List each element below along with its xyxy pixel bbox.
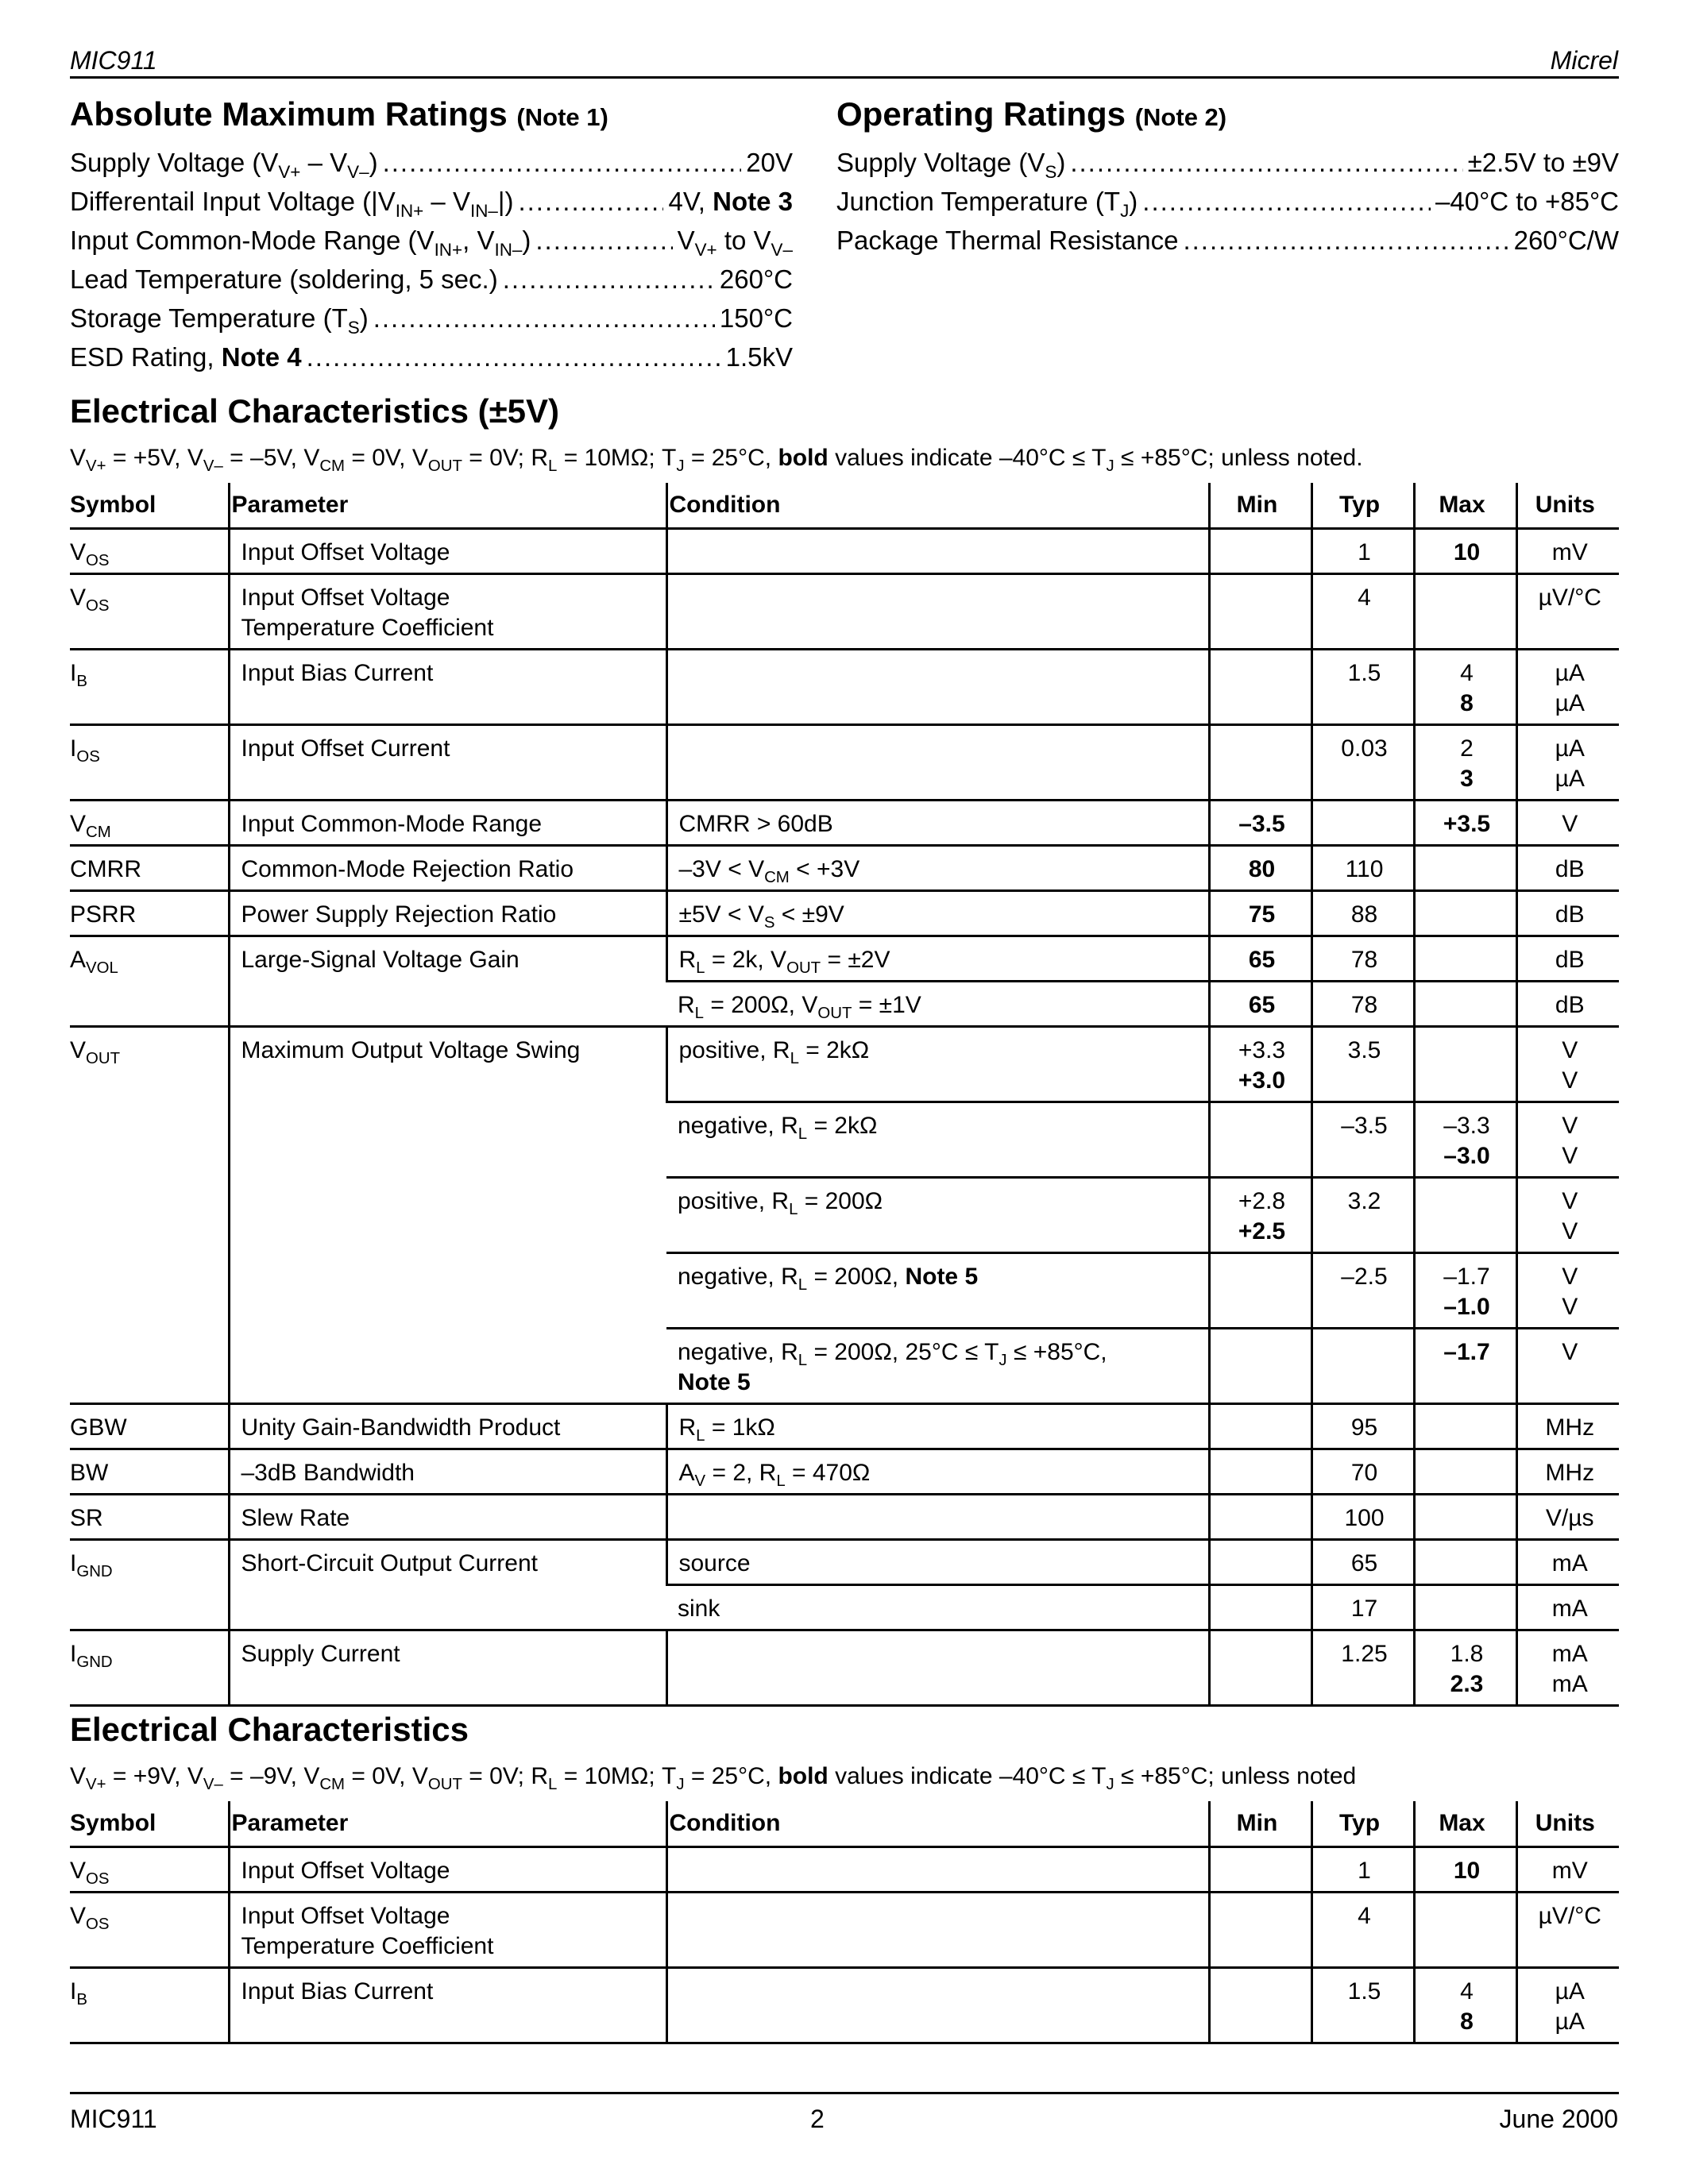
- max-cell: [1414, 891, 1516, 936]
- condition-cell: $R_L = 1k\Omega$: [666, 1404, 1209, 1449]
- min-cell: [1209, 650, 1311, 725]
- min-cell: [1209, 1893, 1311, 1968]
- typ-cell: 1.5: [1311, 650, 1414, 725]
- units-cell: V: [1516, 801, 1619, 846]
- typ-cell: 70: [1311, 1449, 1414, 1495]
- table-row: [70, 1027, 1619, 1102]
- op-rating-item: [836, 187, 1619, 221]
- min-cell: [1209, 574, 1311, 650]
- symbol-cell: $V_{OS}$: [70, 1847, 229, 1893]
- min-cell: [1209, 1968, 1311, 2043]
- dot-leader: [1142, 187, 1431, 217]
- table-row: [70, 1893, 1619, 1968]
- min-cell: [1209, 725, 1311, 801]
- max-cell: [1414, 846, 1516, 891]
- op-rating-value: 260°C/W: [1513, 226, 1619, 255]
- abs-max-item: [70, 148, 793, 182]
- max-cell: [1414, 1495, 1516, 1540]
- units-cell: mA: [1516, 1585, 1619, 1630]
- page-header-right: Micrel: [1550, 46, 1618, 75]
- units-cell: dB: [1516, 936, 1619, 982]
- condition-cell: $R_L = 200\Omega$, $V_{OUT} = \pm 1V$: [666, 982, 1209, 1027]
- table-row: [70, 1449, 1619, 1495]
- ec2-col-condition: Condition: [666, 1801, 1209, 1847]
- min-cell: [1209, 1329, 1311, 1404]
- condition-cell: negative, $R_L = 200\Omega$, $25^\circ C \le T_J \le +85^\circ C$, Note 5: [666, 1329, 1209, 1404]
- max-cell: 10: [1414, 529, 1516, 574]
- max-cell: –1.7: [1414, 1329, 1516, 1404]
- parameter-cell: Input Offset Voltage: [229, 529, 666, 574]
- typ-cell: 100: [1311, 1495, 1414, 1540]
- parameter-cell: Slew Rate: [229, 1495, 666, 1540]
- table-row: [70, 846, 1619, 891]
- typ-cell: 3.5: [1311, 1027, 1414, 1102]
- max-cell: [1414, 1027, 1516, 1102]
- ec2-conditions: $V_{V+} = +9V$, $V_{V-} = -9V$, $V_{CM} = 0V$, $V_{OUT} = 0V$; $R_L = 10M\Omega$; $T_J = 25^\circ C$, bold values indicate $-40^\circ C \le T_J \le +85^\circ C$; unless noted: [70, 1763, 1357, 1794]
- min-cell: [1209, 529, 1311, 574]
- condition-cell: $R_L = 2k$, $V_{OUT} = \pm 2V$: [666, 936, 1209, 982]
- ec1-heading: Electrical Characteristics (±5V): [70, 392, 560, 430]
- table-row: [70, 891, 1619, 936]
- min-cell: –3.5: [1209, 801, 1311, 846]
- ec1-col-condition: Condition: [666, 483, 1209, 529]
- condition-cell: [666, 1495, 1209, 1540]
- max-cell: 4 8: [1414, 650, 1516, 725]
- ec2-col-parameter: Parameter: [229, 1801, 666, 1847]
- dot-leader: [1183, 226, 1508, 256]
- dot-leader: [373, 303, 715, 334]
- page-header-left: MIC911: [70, 46, 157, 75]
- max-cell: 10: [1414, 1847, 1516, 1893]
- units-cell: V V: [1516, 1178, 1619, 1253]
- typ-cell: 1: [1311, 1847, 1414, 1893]
- parameter-cell: Common-Mode Rejection Ratio: [229, 846, 666, 891]
- min-cell: [1209, 1630, 1311, 1706]
- table-row: [70, 801, 1619, 846]
- typ-cell: –2.5: [1311, 1253, 1414, 1329]
- typ-cell: 4: [1311, 574, 1414, 650]
- max-cell: +3.5: [1414, 801, 1516, 846]
- parameter-cell: Power Supply Rejection Ratio: [229, 891, 666, 936]
- min-cell: +3.3 +3.0: [1209, 1027, 1311, 1102]
- units-cell: dB: [1516, 982, 1619, 1027]
- ec1-col-parameter: Parameter: [229, 483, 666, 529]
- abs-max-label: Differentail Input Voltage $(|V_{IN+} - V_{IN-}|)$: [70, 187, 514, 221]
- typ-cell: 65: [1311, 1540, 1414, 1585]
- typ-cell: 3.2: [1311, 1178, 1414, 1253]
- table-row: [70, 529, 1619, 574]
- op-rating-label: Supply Voltage $(V_S)$: [836, 148, 1066, 182]
- min-cell: 80: [1209, 846, 1311, 891]
- symbol-cell: $V_{OS}$: [70, 529, 229, 574]
- parameter-cell: Input Bias Current: [229, 650, 666, 725]
- abs-max-item: [70, 187, 793, 221]
- max-cell: [1414, 1449, 1516, 1495]
- condition-cell: [666, 1630, 1209, 1706]
- units-cell: µA µA: [1516, 725, 1619, 801]
- min-cell: [1209, 1540, 1311, 1585]
- abs-max-label: Lead Temperature (soldering, 5 sec.): [70, 264, 498, 294]
- symbol-cell: PSRR: [70, 891, 229, 936]
- abs-max-label: Supply Voltage $(V_{V+} - V_{V-})$: [70, 148, 378, 182]
- parameter-cell: Maximum Output Voltage Swing: [229, 1027, 666, 1404]
- max-cell: [1414, 982, 1516, 1027]
- units-cell: mA mA: [1516, 1630, 1619, 1706]
- symbol-cell: $V_{OS}$: [70, 1893, 229, 1968]
- typ-cell: 4: [1311, 1893, 1414, 1968]
- units-cell: MHz: [1516, 1449, 1619, 1495]
- typ-cell: [1311, 801, 1414, 846]
- condition-cell: [666, 1847, 1209, 1893]
- abs-max-value: 150°C: [719, 303, 793, 333]
- table-row: [70, 1404, 1619, 1449]
- abs-max-item: [70, 226, 793, 260]
- symbol-cell: $V_{OS}$: [70, 574, 229, 650]
- max-cell: 2 3: [1414, 725, 1516, 801]
- ec2-col-min: Min: [1209, 1801, 1311, 1847]
- parameter-cell: Short-Circuit Output Current: [229, 1540, 666, 1630]
- max-cell: –1.7 –1.0: [1414, 1253, 1516, 1329]
- units-cell: mA: [1516, 1540, 1619, 1585]
- table-row: [70, 1847, 1619, 1893]
- units-cell: V/µs: [1516, 1495, 1619, 1540]
- parameter-cell: Unity Gain-Bandwidth Product: [229, 1404, 666, 1449]
- footer-rule: [70, 2092, 1619, 2094]
- condition-cell: [666, 650, 1209, 725]
- symbol-cell: $I_{OS}$: [70, 725, 229, 801]
- condition-cell: positive, $R_L = 2k\Omega$: [666, 1027, 1209, 1102]
- min-cell: 75: [1209, 891, 1311, 936]
- abs-max-label: Storage Temperature $(T_S)$: [70, 303, 369, 338]
- max-cell: [1414, 574, 1516, 650]
- ec2-header-row: [70, 1801, 1619, 1847]
- abs-max-value: 20V: [746, 148, 793, 177]
- min-cell: [1209, 1585, 1311, 1630]
- typ-cell: 78: [1311, 982, 1414, 1027]
- header-rule: [70, 76, 1619, 79]
- condition-cell: [666, 1968, 1209, 2043]
- symbol-cell: $V_{OUT}$: [70, 1027, 229, 1404]
- abs-max-value: 1.5kV: [725, 342, 793, 372]
- condition-cell: CMRR > 60dB: [666, 801, 1209, 846]
- units-cell: dB: [1516, 891, 1619, 936]
- max-cell: 4 8: [1414, 1968, 1516, 2043]
- ec1-col-units: Units: [1516, 483, 1619, 529]
- abs-max-item: [70, 303, 793, 338]
- condition-cell: sink: [666, 1585, 1209, 1630]
- typ-cell: 1.25: [1311, 1630, 1414, 1706]
- parameter-cell: Input Offset Current: [229, 725, 666, 801]
- min-cell: [1209, 1847, 1311, 1893]
- condition-cell: [666, 529, 1209, 574]
- table-row: [70, 936, 1619, 982]
- units-cell: µV/°C: [1516, 574, 1619, 650]
- max-cell: [1414, 1404, 1516, 1449]
- typ-cell: 88: [1311, 891, 1414, 936]
- symbol-cell: $A_{VOL}$: [70, 936, 229, 1027]
- condition-cell: [666, 574, 1209, 650]
- symbol-cell: $I_B$: [70, 650, 229, 725]
- ec2-col-max: Max: [1414, 1801, 1516, 1847]
- condition-cell: source: [666, 1540, 1209, 1585]
- max-cell: [1414, 1585, 1516, 1630]
- dot-leader: [307, 342, 721, 372]
- parameter-cell: Input Bias Current: [229, 1968, 666, 2043]
- typ-cell: 0.03: [1311, 725, 1414, 801]
- ec2-col-symbol: Symbol: [70, 1801, 229, 1847]
- parameter-cell: Input Offset Voltage: [229, 1847, 666, 1893]
- ec2-table: [70, 1801, 1619, 2044]
- typ-cell: 1: [1311, 529, 1414, 574]
- max-cell: –3.3 –3.0: [1414, 1102, 1516, 1178]
- dot-leader: [535, 226, 672, 256]
- dot-leader: [383, 148, 742, 178]
- typ-cell: 17: [1311, 1585, 1414, 1630]
- condition-cell: [666, 1893, 1209, 1968]
- parameter-cell: Input Offset Voltage Temperature Coefficient: [229, 574, 666, 650]
- min-cell: +2.8 +2.5: [1209, 1178, 1311, 1253]
- units-cell: µV/°C: [1516, 1893, 1619, 1968]
- condition-cell: $-3V < V_{CM} < +3V$: [666, 846, 1209, 891]
- symbol-cell: $V_{CM}$: [70, 801, 229, 846]
- op-rating-label: Junction Temperature $(T_J)$: [836, 187, 1138, 221]
- typ-cell: –3.5: [1311, 1102, 1414, 1178]
- table-row: [70, 1630, 1619, 1706]
- footer-date: June 2000: [1499, 2105, 1618, 2133]
- ec1-col-max: Max: [1414, 483, 1516, 529]
- ec1-table: [70, 483, 1619, 1707]
- parameter-cell: Input Offset Voltage Temperature Coefficient: [229, 1893, 666, 1968]
- min-cell: [1209, 1253, 1311, 1329]
- abs-max-label: Input Common-Mode Range ($V_{IN+}$, $V_{IN-}$): [70, 226, 531, 260]
- units-cell: V V: [1516, 1027, 1619, 1102]
- table-row: [70, 574, 1619, 650]
- op-rating-item: [836, 148, 1619, 182]
- max-cell: [1414, 1178, 1516, 1253]
- condition-cell: negative, $R_L = 2k\Omega$: [666, 1102, 1209, 1178]
- condition-cell: negative, $R_L = 200\Omega$, Note 5: [666, 1253, 1209, 1329]
- symbol-cell: GBW: [70, 1404, 229, 1449]
- units-cell: µA µA: [1516, 1968, 1619, 2043]
- parameter-cell: Input Common-Mode Range: [229, 801, 666, 846]
- table-row: [70, 650, 1619, 725]
- dot-leader: [518, 187, 663, 217]
- units-cell: V: [1516, 1329, 1619, 1404]
- parameter-cell: Supply Current: [229, 1630, 666, 1706]
- ec1-col-symbol: Symbol: [70, 483, 229, 529]
- symbol-cell: $I_B$: [70, 1968, 229, 2043]
- table-row: [70, 725, 1619, 801]
- ec2-col-units: Units: [1516, 1801, 1619, 1847]
- symbol-cell: $I_{GND}$: [70, 1630, 229, 1706]
- ec1-conditions: $V_{V+} = +5V$, $V_{V-} = -5V$, $V_{CM} = 0V$, $V_{OUT} = 0V$; $R_L = 10M\Omega$; $T_J = 25^\circ C$, bold values indicate $-40^\circ C \le T_J \le +85^\circ C$; unless noted.: [70, 445, 1363, 476]
- min-cell: [1209, 1102, 1311, 1178]
- table-row: [70, 1540, 1619, 1585]
- min-cell: [1209, 1404, 1311, 1449]
- units-cell: V V: [1516, 1253, 1619, 1329]
- ec2-heading: Electrical Characteristics: [70, 1711, 469, 1748]
- condition-cell: $A_V = 2$, $R_L = 470\Omega$: [666, 1449, 1209, 1495]
- parameter-cell: –3dB Bandwidth: [229, 1449, 666, 1495]
- op-rating-value: –40°C to +85°C: [1435, 187, 1619, 216]
- symbol-cell: BW: [70, 1449, 229, 1495]
- op-rating-item: [836, 226, 1619, 256]
- min-cell: [1209, 1495, 1311, 1540]
- ec2-col-typ: Typ: [1311, 1801, 1414, 1847]
- min-cell: 65: [1209, 982, 1311, 1027]
- units-cell: mV: [1516, 1847, 1619, 1893]
- typ-cell: 78: [1311, 936, 1414, 982]
- ec1-col-typ: Typ: [1311, 483, 1414, 529]
- op-ratings-heading: Operating Ratings (Note 2): [836, 95, 1227, 133]
- units-cell: MHz: [1516, 1404, 1619, 1449]
- footer-left: MIC911: [70, 2105, 157, 2133]
- op-rating-label: Package Thermal Resistance: [836, 226, 1179, 255]
- dot-leader: [503, 264, 715, 295]
- abs-max-label: ESD Rating, Note 4: [70, 342, 302, 372]
- max-cell: [1414, 1893, 1516, 1968]
- condition-cell: [666, 725, 1209, 801]
- parameter-cell: Large-Signal Voltage Gain: [229, 936, 666, 1027]
- abs-max-value: 260°C: [719, 264, 793, 294]
- footer-page-number: 2: [810, 2105, 825, 2133]
- min-cell: [1209, 1449, 1311, 1495]
- max-cell: 1.8 2.3: [1414, 1630, 1516, 1706]
- typ-cell: 1.5: [1311, 1968, 1414, 2043]
- units-cell: dB: [1516, 846, 1619, 891]
- ec1-col-min: Min: [1209, 483, 1311, 529]
- condition-cell: positive, $R_L = 200\Omega$: [666, 1178, 1209, 1253]
- typ-cell: [1311, 1329, 1414, 1404]
- table-row: [70, 1968, 1619, 2043]
- abs-max-value: $V_{V+}$ to $V_{V-}$: [677, 226, 793, 260]
- units-cell: µA µA: [1516, 650, 1619, 725]
- abs-max-heading: Absolute Maximum Ratings (Note 1): [70, 95, 608, 133]
- op-rating-value: ±2.5V to ±9V: [1467, 148, 1619, 177]
- abs-max-value: 4V, Note 3: [668, 187, 793, 216]
- abs-max-item: [70, 264, 793, 295]
- symbol-cell: CMRR: [70, 846, 229, 891]
- condition-cell: $\pm 5V < V_S < \pm 9V$: [666, 891, 1209, 936]
- typ-cell: 110: [1311, 846, 1414, 891]
- abs-max-item: [70, 342, 793, 372]
- symbol-cell: SR: [70, 1495, 229, 1540]
- symbol-cell: $I_{GND}$: [70, 1540, 229, 1630]
- units-cell: mV: [1516, 529, 1619, 574]
- max-cell: [1414, 936, 1516, 982]
- dot-leader: [1070, 148, 1462, 178]
- max-cell: [1414, 1540, 1516, 1585]
- min-cell: 65: [1209, 936, 1311, 982]
- table-row: [70, 1495, 1619, 1540]
- units-cell: V V: [1516, 1102, 1619, 1178]
- ec1-header-row: [70, 483, 1619, 529]
- typ-cell: 95: [1311, 1404, 1414, 1449]
